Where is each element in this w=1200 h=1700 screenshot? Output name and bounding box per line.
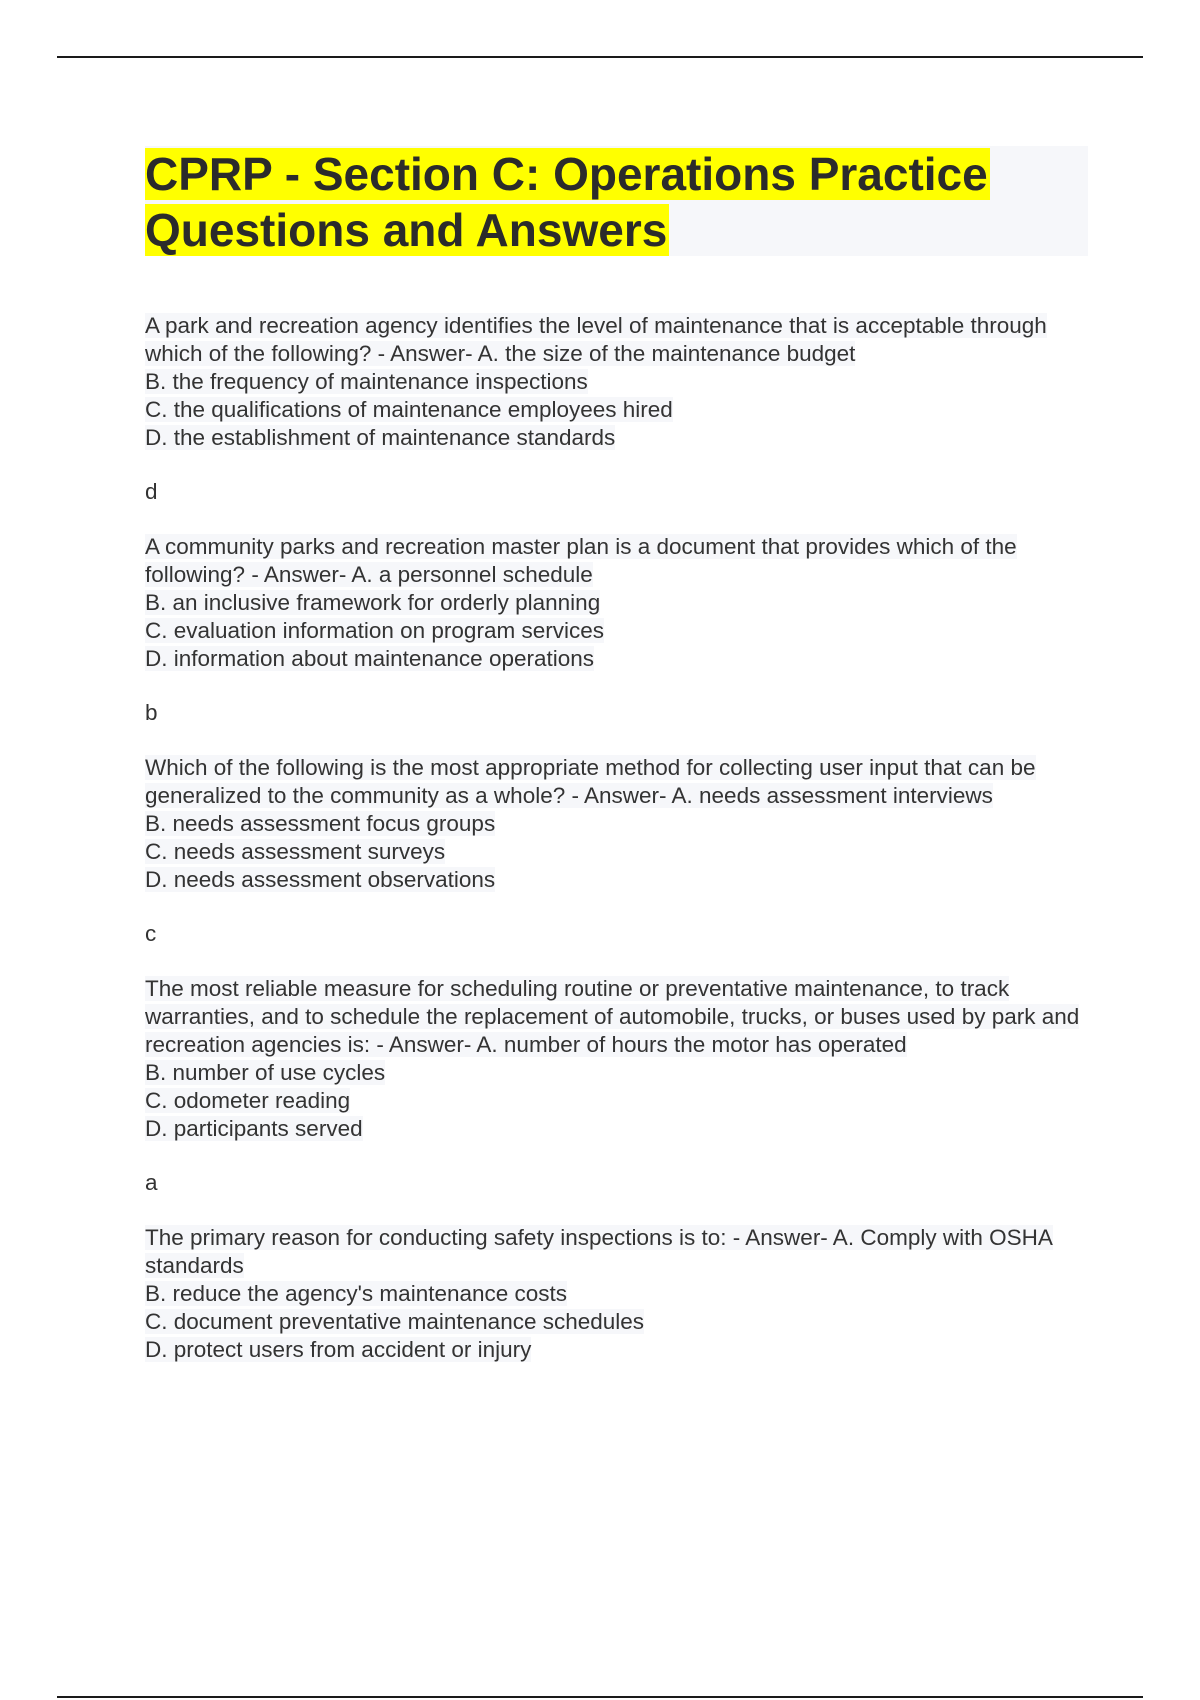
question-block-1 <box>145 312 1090 506</box>
answer-option: D. information about maintenance operations <box>145 646 595 671</box>
answer-option: D. protect users from accident or injury <box>145 1337 532 1362</box>
answer-option: C. the qualifications of maintenance employees hired <box>145 397 673 422</box>
correct-answer: a <box>145 1170 158 1195</box>
correct-answer: c <box>145 921 157 946</box>
correct-answer: b <box>145 700 158 725</box>
question-prompt: A park and recreation agency identifies the level of maintenance that is acceptable through which of the following? - Answer- A. the size of the maintenance budget <box>145 313 1047 366</box>
question-block-5 <box>145 1224 1090 1364</box>
page-title <box>145 146 1088 258</box>
question-prompt: The most reliable measure for scheduling routine or preventative maintenance, to track warranties, and to schedule the replacement of automobile, trucks, or buses used by park and recreation agencies is: - Answer- A. number of hours the motor has operated <box>145 976 1080 1057</box>
answer-option: C. odometer reading <box>145 1088 351 1113</box>
question-block-3 <box>145 754 1090 948</box>
bottom-rule <box>57 1696 1143 1698</box>
answer-option: B. reduce the agency's maintenance costs <box>145 1281 568 1306</box>
answer-option: B. an inclusive framework for orderly planning <box>145 590 601 615</box>
answer-option: C. document preventative maintenance schedules <box>145 1309 645 1334</box>
question-block-2 <box>145 533 1090 727</box>
top-rule <box>57 56 1143 58</box>
title-block <box>145 146 1088 256</box>
answer-option: D. needs assessment observations <box>145 867 496 892</box>
answer-option: B. needs assessment focus groups <box>145 811 496 836</box>
question-prompt: The primary reason for conducting safety inspections is to: - Answer- A. Comply with OSHA standards <box>145 1225 1053 1278</box>
correct-answer: d <box>145 479 158 504</box>
answer-option: C. evaluation information on program services <box>145 618 604 643</box>
answer-option: D. participants served <box>145 1116 363 1141</box>
question-block-4 <box>145 975 1090 1197</box>
page-title-text: CPRP - Section C: Operations Practice Questions and Answers <box>145 148 988 256</box>
question-prompt: Which of the following is the most appropriate method for collecting user input that can be generalized to the community as a whole? - Answer- A. needs assessment interviews <box>145 755 1036 808</box>
answer-option: D. the establishment of maintenance standards <box>145 425 616 450</box>
qa-content <box>145 312 1090 1364</box>
answer-option: B. the frequency of maintenance inspections <box>145 369 588 394</box>
answer-option: C. needs assessment surveys <box>145 839 446 864</box>
answer-option: B. number of use cycles <box>145 1060 386 1085</box>
question-prompt: A community parks and recreation master plan is a document that provides which of the following? - Answer- A. a personnel schedule <box>145 534 1017 587</box>
